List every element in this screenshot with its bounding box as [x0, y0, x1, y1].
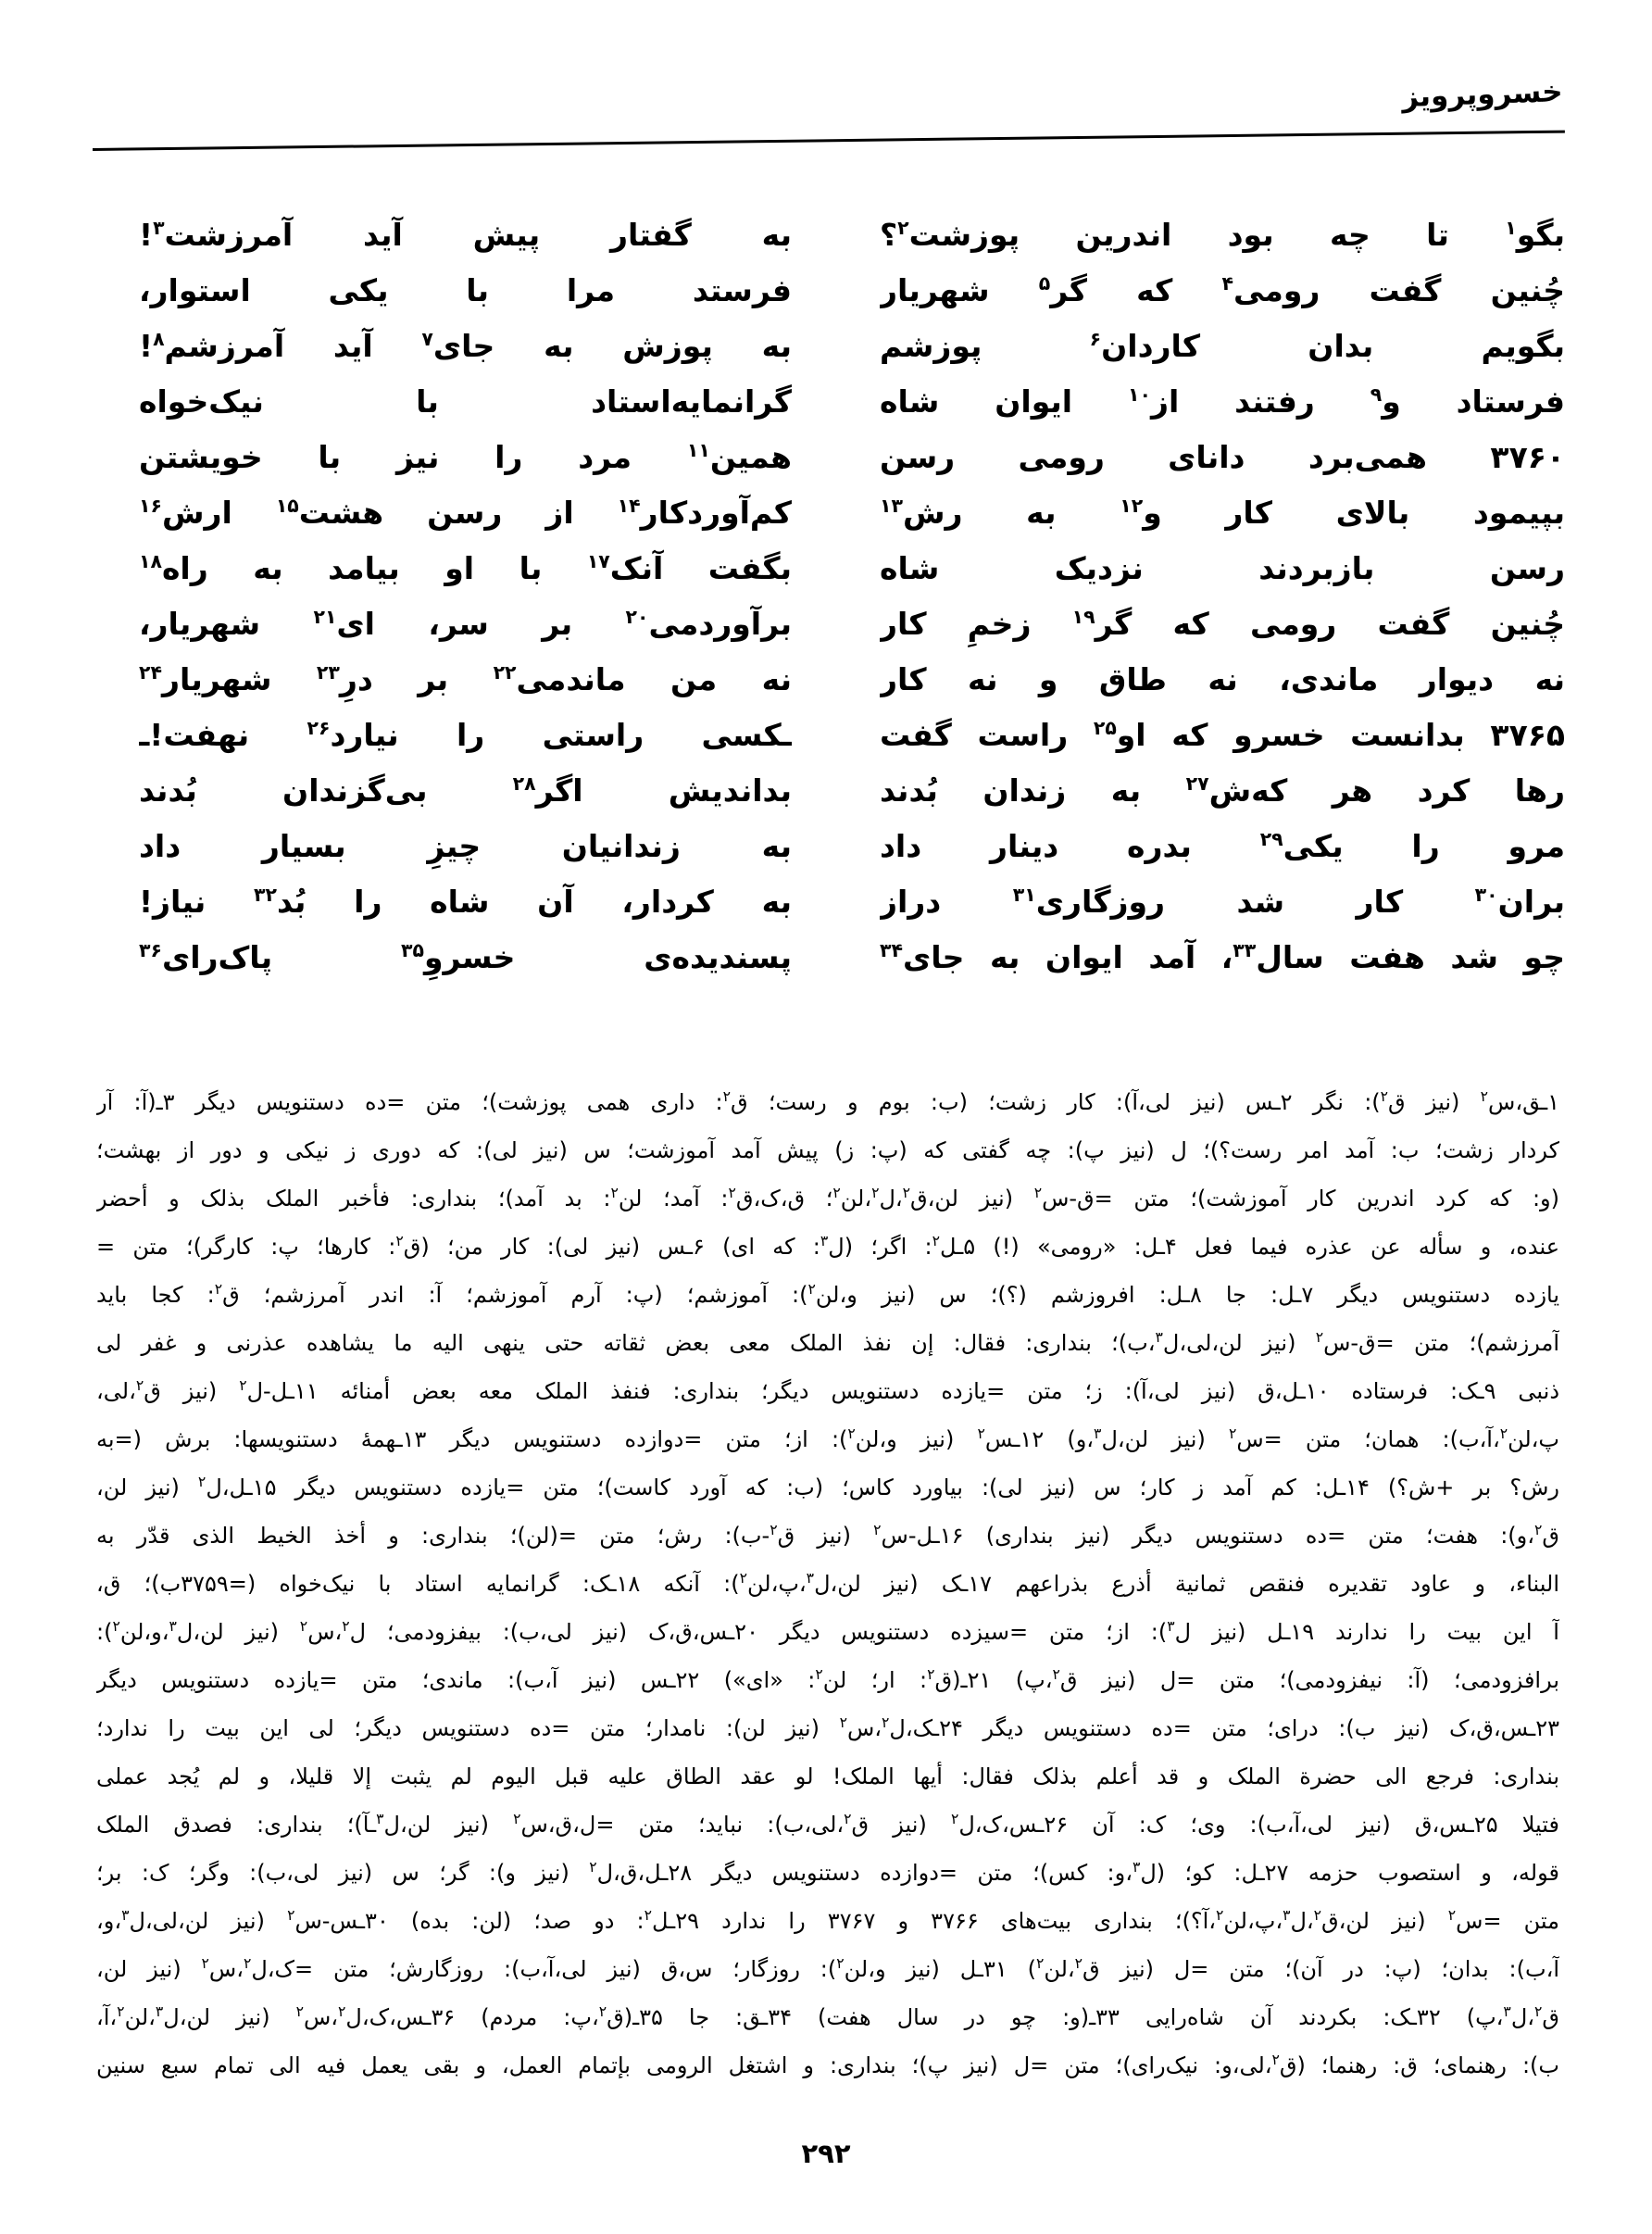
hemistich-second: به گفتار پیش آید آمرزشت$^۳$! [139, 217, 792, 253]
footnote-line: ۲۳ـس،ق،ک (نیز ب): درای؛ متن =ده دستنویس دیگر ۲۴ـک،ل$^۲$،س$^۲$ (نیز لن): نامدار؛ متن =ده دستنویس دیگر؛ لی این بیت را ندارد؛ [96, 1714, 1559, 1741]
verse-row [139, 874, 1565, 930]
hemistich-first: نه دیوار ماندی، نه طاق و نه کار [880, 661, 1565, 697]
footnote-line: ب): رهنمای؛ ق: رهنما؛ (ق$^۲$،لی،و: نیک‌رای)؛ متن =ل (نیز پ)؛ بنداری: و اشتغل الرومی بإتمام العمل، و بقی یعمل فیه الی تمام سبع سنین [96, 2052, 1559, 2078]
hemistich-first: ۳۷۶۰ همی‌برد دانای رومی رسن [880, 439, 1565, 475]
verse-row [139, 596, 1565, 652]
footnote-line: آ این بیت را ندارند ۱۹ـل (نیز ل$^۳$): از؛ متن =سیزده دستنویس دیگر ۲۰ـس،ق،ک (نیز لی،ب): بیفزودمی؛ ل$^۲$،س$^۲$ (نیز لن،ل$^۳$،و،لن$^۲$): [96, 1618, 1559, 1645]
hemistich-second: کم‌آوردکار$^{۱۴}$ از رسن هشت$^{۱۵}$ ارش$^{۱۶}$ [139, 495, 792, 531]
hemistich-first: بگویم بدان کاردان$^۶$ پوزشم [880, 328, 1565, 364]
hemistich-first: بگو$^۱$ تا چه بود اندرین پوزشت$^۲$؟ [880, 217, 1565, 253]
footnote-line: یازده دستنویس دیگر ۷ـل: جا ۸ـل: افروزشم (؟)؛ س (نیز و،لن$^۲$): آموزشم؛ (پ: آرم آموزشم؛ آ: اندر آمرزشم؛ ق$^۲$: کجا باید [96, 1281, 1559, 1308]
verse-number: ۳۷۶۵ [1490, 717, 1565, 753]
hemistich-first: مرو را یکی$^{۲۹}$ بدره دینار داد [880, 828, 1565, 864]
verse-number: ۳۷۶۰ [1490, 439, 1565, 475]
header-divider [93, 131, 1565, 151]
footnote-line: پ،لن$^۲$،آ،ب): همان؛ متن =س$^۲$ (نیز لن،ل$^۳$،و) ۱۲ـس$^۲$ (نیز و،لن$^۲$): از؛ متن =دوازده دستنویس دیگر ۱۳ـهمهٔ دستنویسها: برش (=به [96, 1425, 1559, 1452]
poem-section [139, 207, 1565, 985]
verse-row [139, 763, 1565, 819]
footnote-line: متن =س$^۲$ (نیز لن،ق$^۲$،ل$^۳$،پ،لن$^۲$،آ؟)؛ بنداری بیت‌های ۳۷۶۶ و ۳۷۶۷ را ندارد ۲۹ـل$^۲$: دو صد؛ (لن: بده) ۳۰ـس-س$^۲$ (نیز لن،لی،ل$^۳$،و، [96, 1907, 1559, 1934]
footnote-line: فتیلا ۲۵ـس،ق (نیز لی،آ،ب): وی؛ ک: آن ۲۶ـس،ک،ل$^۲$ (نیز ق$^۲$،لی،ب): نباید؛ متن =ل،ق،س$^۲$ (نیز لن،ل$^۳$ـآ)؛ بنداری: فصدق الملک [96, 1811, 1559, 1838]
footnote-line: آمرزشم)؛ متن =ق-س$^۲$ (نیز لن،لی،ل$^۳$،ب)؛ بنداری: فقال: إن نفذ الملک معی بعض ثقاته حتی ینهی الیه ما یشاهده عذرنی و غفر لی [96, 1329, 1559, 1356]
footnotes-section [96, 1078, 1559, 2090]
footnote-line: ق$^۲$،ل$^۳$،پ) ۳۲ـک: بکردند آن شاه‌رایی ۳۳ـ(و: چو در سال هفت) ۳۴ـق: جا ۳۵ـ(ق$^۲$،پ: مردم) ۳۶ـس،ک،ل$^۲$،س$^۲$ (نیز لن،ل$^۳$،لن$^۲$،آ، [96, 2003, 1559, 2030]
verse-row [139, 430, 1565, 485]
hemistich-second: به پوزش به جای$^۷$ آید آمرزشم$^۸$! [139, 328, 792, 364]
hemistich-first: بران$^{۳۰}$ کار شد روزگاری$^{۳۱}$ دراز [880, 884, 1565, 920]
footnote-line: ذنبی ۹ـک: فرستاده ۱۰ـل،ق (نیز لی،آ): ز؛ متن =یازده دستنویس دیگر؛ بنداری: فنفذ الملک معه بعض أمنائه ۱۱ـل-ل$^۲$ (نیز ق$^۲$،لی، [96, 1377, 1559, 1404]
hemistich-second: نه من ماندمی$^{۲۲}$ بر درِ$^{۲۳}$ شهریار$^{۲۴}$ [139, 661, 792, 697]
footnote-line: رش؟ بر +ش؟) ۱۴ـل: کم آمد ز کار؛ س (نیز لی): بیاورد کاس؛ (ب: که آورد کاست)؛ متن =یازده دستنویس دیگر ۱۵ـل،ل$^۲$ (نیز لن، [96, 1474, 1559, 1500]
footnote-line: (و: که کرد اندرین کار آموزشت)؛ متن =ق-س$^۲$ (نیز لن،ق$^۲$،ل$^۲$،لن$^۲$؛ ق،ک،ق$^۲$: آمد؛ لن$^۲$: بد آمد)؛ بنداری: فأخبر الملک بذلک و أحضر [96, 1185, 1559, 1211]
hemistich-second: بگفت آنک$^{۱۷}$ با او بیامد به راه$^{۱۸}$ [139, 550, 792, 586]
hemistich-first: ۳۷۶۵ بدانست خسرو که او$^{۲۵}$ راست گفت [880, 717, 1565, 753]
hemistich-first: رسن بازبردند نزدیک شاه [880, 550, 1565, 586]
verse-row [139, 374, 1565, 430]
verse-row [139, 541, 1565, 596]
hemistich-first: چُنین گفت رومی$^۴$ که گر$^۵$ شهریار [880, 272, 1565, 308]
footnote-line: ق$^۲$،و): هفت؛ متن =ده دستنویس دیگر (نیز بنداری) ۱۶ـل-س$^۲$ (نیز ق$^۲$-ب): رش؛ متن =(لن)؛ بنداری: و أخذ الخیط الذی قدّر به [96, 1522, 1559, 1549]
footnote-line: قوله، و استصوب حزمه ۲۷ـل: کو؛ (ل$^۳$،و: کس)؛ متن =دوازده دستنویس دیگر ۲۸ـل،ق،ل$^۲$ (نیز و): گر؛ س (نیز لی،ب): وگر؛ ک: بر؛ [96, 1859, 1559, 1886]
verse-row [139, 319, 1565, 374]
hemistich-first: چُنین گفت رومی که گر$^{۱۹}$ زخمِ کار [880, 606, 1565, 642]
footnote-line: البناء، و عاود تقدیره فنقص ثمانیة أذرع بذراعهم ۱۷ـک (نیز لن،ل$^۳$،پ،لن$^۲$): آنکه ۱۸ـک: گرانمایه استاد با نیک‌خواه (=۳۷۵۹ب)؛ ق، [96, 1570, 1559, 1597]
hemistich-first: رها کرد هر که‌ش$^{۲۷}$ به زندان بُدند [880, 772, 1565, 809]
hemistich-second: بداندیش اگر$^{۲۸}$ بی‌گزندان بُدند [139, 772, 792, 809]
verse-row [139, 930, 1565, 985]
footnote-line: ۱ـق،س$^۲$ (نیز ق$^۲$): نگر ۲ـس (نیز لی،آ): کار زشت؛ (ب: بوم و رست؛ ق$^۲$: داری همی پوزشت)؛ متن =ده دستنویس دیگر ۳ـ(آ: آر [96, 1088, 1559, 1115]
hemistich-second: همین$^{۱۱}$ مرد را نیز با خویشتن [139, 439, 792, 475]
footnote-line: عنده، و سأله عن عذره فیما فعل ۴ـل: «رومی» (!) ۵ـل$^۲$: اگر؛ (ل$^۳$: که ای) ۶ـس (نیز لی): کار من؛ (ق$^۲$: کارها؛ پ: کارگر)؛ متن = [96, 1233, 1559, 1260]
verse-row [139, 708, 1565, 763]
hemistich-first: بپیمود بالای کار و$^{۱۲}$ به رش$^{۱۳}$ [880, 495, 1565, 531]
hemistich-second: گرانمایه‌استاد با نیک‌خواه [139, 383, 792, 420]
verse-row [139, 652, 1565, 708]
hemistich-first: فرستاد و$^۹$ رفتند از$^{۱۰}$ ایوان شاه [880, 383, 1565, 420]
hemistich-second: فرستد مرا با یکی استوار، [139, 272, 792, 308]
verse-row [139, 819, 1565, 874]
verse-row [139, 263, 1565, 319]
footnote-line: برافزودمی؛ (آ: نیفزودمی)؛ متن =ل (نیز ق$^۲$،پ) ۲۱ـ(ق$^۲$: ار؛ لن$^۲$: «ای») ۲۲ـس (نیز آ،ب): ماندی؛ متن =یازده دستنویس دیگر [96, 1666, 1559, 1693]
verse-row [139, 207, 1565, 263]
hemistich-first: چو شد هفت سال$^{۳۳}$، آمد ایوان به جای$^{۳۴}$ [880, 939, 1565, 975]
hemistich-second: به کردار، آن شاه را بُد$^{۳۲}$ نیاز! [139, 884, 792, 920]
hemistich-second: به زندانیان چیزِ بسیار داد [139, 828, 792, 864]
footnote-line: کردار زشت؛ ب: آمد امر رست؟)؛ ل (نیز پ): چه گفتی که (پ: ز) پیش آمد آموزشت؛ س (نیز لی): که دوری ز نیکی و دور از بهشت؛ [96, 1137, 1559, 1163]
footnote-line: بنداری: فرجع الی حضرة الملک و قد أعلم بذلک فقال: أیها الملک! لو عقد الطاق علیه قبل الیوم لم یثبت إلا قلیلا، و لم یُجد عملی [96, 1763, 1559, 1789]
hemistich-second: ـکسی راستی را نیارد$^{۲۶}$ نهفت!ـ [139, 717, 792, 753]
page-number: ۲۹۲ [801, 2138, 851, 2169]
hemistich-second: پسندیده‌ی خسروِ$^{۳۵}$ پاک‌رای$^{۳۶}$ [139, 939, 792, 975]
page-title: خسروپرویز [1401, 74, 1564, 115]
verse-row [139, 485, 1565, 541]
footnote-line: آ،ب): بدان؛ (پ: در آن)؛ متن =ل (نیز ق$^۲$،لن$^۲$) ۳۱ـل (نیز و،لن$^۲$): روزگار؛ س،ق (نیز لی،آ،ب): روزگارش؛ متن =ک،ل$^۲$،س$^۲$ (نیز لن، [96, 1955, 1559, 1982]
hemistich-second: برآوردمی$^{۲۰}$ بر سر، ای$^{۲۱}$ شهریار، [139, 606, 792, 642]
